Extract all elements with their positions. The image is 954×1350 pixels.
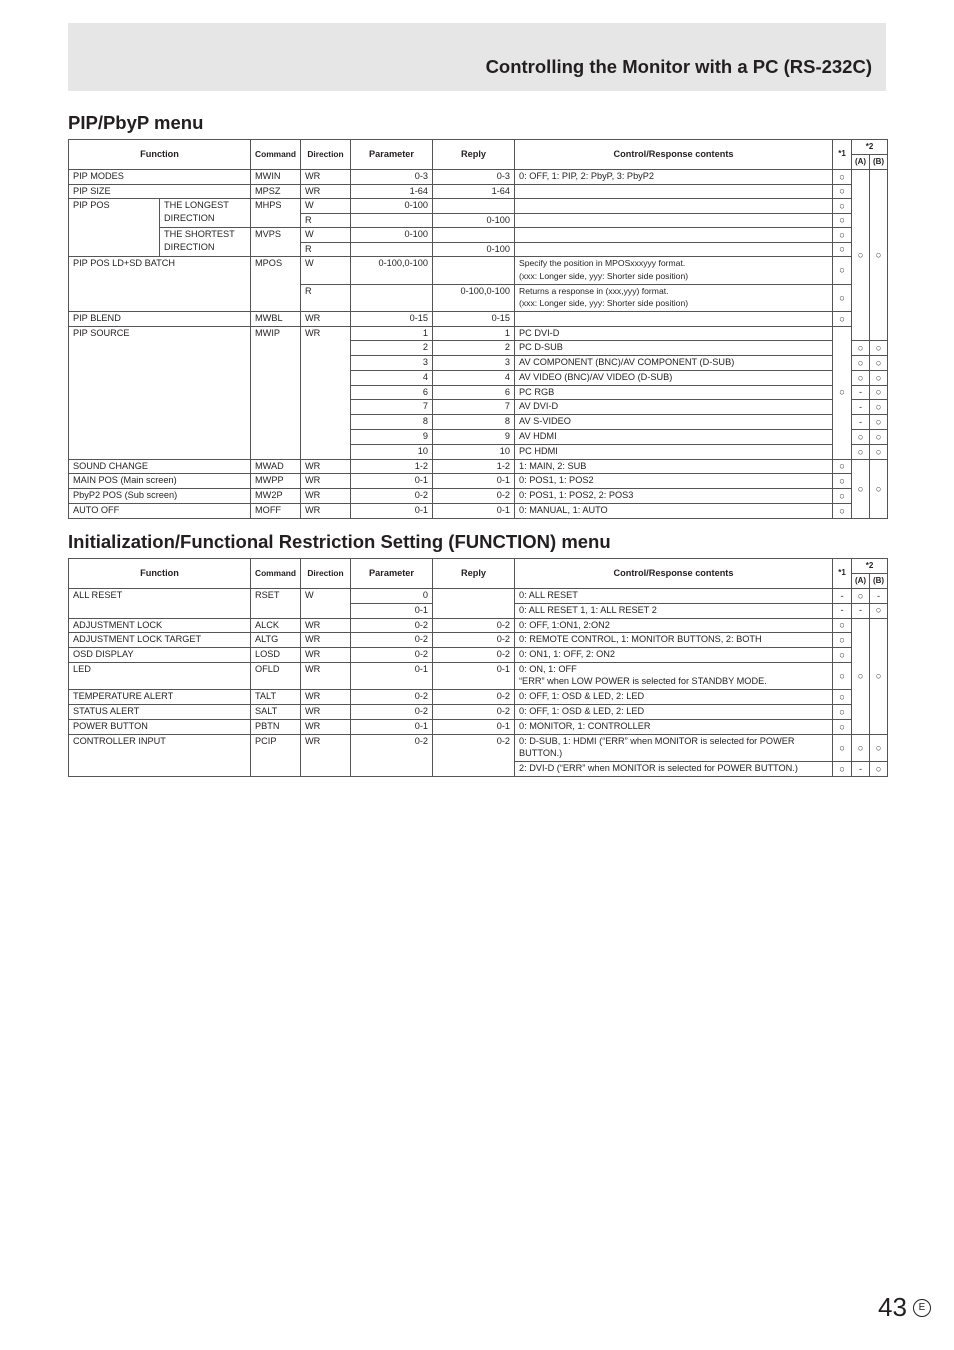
- note1-mark: ○: [833, 170, 852, 185]
- command-cell: LOSD: [251, 648, 301, 663]
- table-row: [69, 459, 888, 474]
- parameter-cell: 7: [351, 400, 433, 415]
- note-a-mark: ○: [852, 618, 870, 734]
- subfunction-cell: THE LONGEST DIRECTION: [160, 199, 251, 228]
- command-cell: MWIN: [251, 170, 301, 185]
- contents-line: Specify the position in MPOSxxxyyy format.: [519, 258, 686, 268]
- contents-line: (xxx: Longer side, yyy: Shorter side position): [519, 298, 689, 308]
- language-badge: E: [913, 1299, 931, 1317]
- command-cell: MWBL: [251, 312, 301, 327]
- page-header-title: Controlling the Monitor with a PC (RS-232C): [485, 56, 872, 77]
- col-header-b: (B): [870, 155, 888, 170]
- note1-mark: ○: [833, 504, 852, 519]
- table-header-row: [69, 140, 888, 155]
- note1-mark: ○: [833, 662, 852, 690]
- command-cell: ALCK: [251, 618, 301, 633]
- reply-cell: 3: [433, 356, 515, 371]
- reply-cell: 7: [433, 400, 515, 415]
- command-cell: MPOS: [251, 257, 301, 312]
- col-header-function: Function: [69, 140, 251, 170]
- note-a-mark: -: [852, 415, 870, 430]
- table-row: [69, 504, 888, 519]
- direction-cell: R: [301, 242, 351, 257]
- note-a-mark: -: [852, 762, 870, 777]
- parameter-cell: 0-2: [351, 734, 433, 776]
- function-cell: POWER BUTTON: [69, 720, 251, 735]
- reply-cell: 9: [433, 430, 515, 445]
- contents-cell: [515, 312, 833, 327]
- contents-cell: AV COMPONENT (BNC)/AV COMPONENT (D-SUB): [515, 356, 833, 371]
- parameter-cell: 0-2: [351, 618, 433, 633]
- note-a-mark: ○: [852, 430, 870, 445]
- section-title-function: Initialization/Functional Restriction Setting (FUNCTION) menu: [68, 531, 611, 552]
- direction-cell: WR: [301, 312, 351, 327]
- parameter-cell: 0-1: [351, 662, 433, 690]
- note-a-mark: ○: [852, 341, 870, 356]
- command-cell: MWIP: [251, 326, 301, 459]
- parameter-cell: 6: [351, 385, 433, 400]
- note-a-mark: ○: [852, 356, 870, 371]
- parameter-cell: 0-2: [351, 648, 433, 663]
- reply-cell: 0-2: [433, 633, 515, 648]
- function-cell: PbyP2 POS (Sub screen): [69, 489, 251, 504]
- table-row: [69, 618, 888, 633]
- table-row: [69, 228, 888, 243]
- direction-cell: WR: [301, 504, 351, 519]
- function-cell: ADJUSTMENT LOCK: [69, 618, 251, 633]
- function-cell: STATUS ALERT: [69, 705, 251, 720]
- contents-cell: 0: POS1, 1: POS2: [515, 474, 833, 489]
- direction-cell: WR: [301, 489, 351, 504]
- command-cell: OFLD: [251, 662, 301, 690]
- table-row: [69, 589, 888, 604]
- direction-cell: WR: [301, 474, 351, 489]
- contents-cell: 0: MONITOR, 1: CONTROLLER: [515, 720, 833, 735]
- contents-cell: PC RGB: [515, 385, 833, 400]
- col-header-contents: Control/Response contents: [515, 559, 833, 589]
- reply-cell: 0-2: [433, 618, 515, 633]
- function-cell: PIP SIZE: [69, 184, 251, 199]
- direction-cell: WR: [301, 734, 351, 776]
- note1-mark: ○: [833, 257, 852, 285]
- function-cell: CONTROLLER INPUT: [69, 734, 251, 776]
- command-cell: MVPS: [251, 228, 301, 257]
- note-b-mark: ○: [870, 385, 888, 400]
- col-header-a: (A): [852, 574, 870, 589]
- reply-cell: 1: [433, 326, 515, 341]
- contents-cell: 0: OFF, 1:ON1, 2:ON2: [515, 618, 833, 633]
- contents-cell: [515, 284, 833, 312]
- function-cell: TEMPERATURE ALERT: [69, 690, 251, 705]
- note1-mark: ○: [833, 474, 852, 489]
- contents-cell: 0: OFF, 1: PIP, 2: PbyP, 3: PbyP2: [515, 170, 833, 185]
- direction-cell: W: [301, 589, 351, 619]
- function-cell: LED: [69, 662, 251, 690]
- command-cell: MPSZ: [251, 184, 301, 199]
- note-b-mark: -: [870, 589, 888, 604]
- parameter-cell: 0-100,0-100: [351, 257, 433, 285]
- note-a-mark: ○: [852, 589, 870, 604]
- command-cell: RSET: [251, 589, 301, 619]
- note1-mark: ○: [833, 762, 852, 777]
- command-cell: MW2P: [251, 489, 301, 504]
- note-a-mark: -: [852, 400, 870, 415]
- note1-mark: ○: [833, 242, 852, 257]
- direction-cell: WR: [301, 326, 351, 459]
- note1-mark: ○: [833, 199, 852, 214]
- col-header-command: Command: [251, 559, 301, 589]
- contents-cell: [515, 213, 833, 228]
- contents-cell: PC D-SUB: [515, 341, 833, 356]
- col-header-note1: *1: [833, 559, 852, 589]
- parameter-cell: 2: [351, 341, 433, 356]
- contents-line: “ERR” when LOW POWER is selected for STANDBY MODE.: [519, 676, 767, 687]
- command-cell: MHPS: [251, 199, 301, 228]
- contents-cell: 1: MAIN, 2: SUB: [515, 459, 833, 474]
- reply-cell: 6: [433, 385, 515, 400]
- contents-cell: 0: OFF, 1: OSD & LED, 2: LED: [515, 690, 833, 705]
- parameter-cell: 0-2: [351, 705, 433, 720]
- reply-cell: 0-1: [433, 720, 515, 735]
- note-a-mark: ○: [852, 370, 870, 385]
- parameter-cell: 1-64: [351, 184, 433, 199]
- parameter-cell: 0-100: [351, 199, 433, 214]
- table-row: [69, 170, 888, 185]
- contents-cell: AV S-VIDEO: [515, 415, 833, 430]
- note1-mark: ○: [833, 213, 852, 228]
- direction-cell: WR: [301, 705, 351, 720]
- parameter-cell: 1-2: [351, 459, 433, 474]
- parameter-cell: 8: [351, 415, 433, 430]
- function-cell: PIP MODES: [69, 170, 251, 185]
- contents-cell: [515, 242, 833, 257]
- note1-mark: ○: [833, 312, 852, 327]
- col-header-command: Command: [251, 140, 301, 170]
- direction-cell: R: [301, 284, 351, 312]
- note-b-mark: ○: [870, 341, 888, 356]
- contents-cell: 0: OFF, 1: OSD & LED, 2: LED: [515, 705, 833, 720]
- command-cell: MWAD: [251, 459, 301, 474]
- table-row: [69, 705, 888, 720]
- direction-cell: WR: [301, 720, 351, 735]
- reply-cell: 0-2: [433, 648, 515, 663]
- contents-cell: 2: DVI-D (“ERR” when MONITOR is selected for POWER BUTTON.): [515, 762, 833, 777]
- section-title-pip: PIP/PbyP menu: [68, 112, 204, 133]
- reply-cell: 0-1: [433, 474, 515, 489]
- function-cell: AUTO OFF: [69, 504, 251, 519]
- direction-cell: WR: [301, 618, 351, 633]
- col-header-function: Function: [69, 559, 251, 589]
- parameter-cell: 0-100: [351, 228, 433, 243]
- parameter-cell: 0-3: [351, 170, 433, 185]
- reply-cell: 10: [433, 444, 515, 459]
- note-b-mark: ○: [870, 170, 888, 341]
- reply-cell: 0-100: [433, 213, 515, 228]
- note-a-mark: ○: [852, 734, 870, 762]
- function-cell: PIP BLEND: [69, 312, 251, 327]
- parameter-cell: [351, 284, 433, 312]
- col-header-note1: *1: [833, 140, 852, 170]
- note1-mark: ○: [833, 326, 852, 459]
- page-number: 43: [878, 1292, 907, 1322]
- reply-cell: 4: [433, 370, 515, 385]
- table-row: [69, 199, 888, 214]
- note1-mark: ○: [833, 284, 852, 312]
- note-b-mark: ○: [870, 430, 888, 445]
- table-row: [69, 312, 888, 327]
- reply-cell: 1-2: [433, 459, 515, 474]
- note-b-mark: ○: [870, 762, 888, 777]
- table-row: [69, 257, 888, 285]
- reply-cell: [433, 257, 515, 285]
- col-header-parameter: Parameter: [351, 140, 433, 170]
- note-b-mark: ○: [870, 415, 888, 430]
- contents-cell: [515, 257, 833, 285]
- reply-cell: 0-3: [433, 170, 515, 185]
- contents-line: (xxx: Longer side, yyy: Shorter side position): [519, 270, 689, 281]
- note1-mark: ○: [833, 720, 852, 735]
- command-cell: MOFF: [251, 504, 301, 519]
- note-a-mark: ○: [852, 459, 870, 518]
- table-row: [69, 184, 888, 199]
- note1-mark: ○: [833, 184, 852, 199]
- command-cell: ALTG: [251, 633, 301, 648]
- table-row: [69, 489, 888, 504]
- note-b-mark: ○: [870, 356, 888, 371]
- col-header-parameter: Parameter: [351, 559, 433, 589]
- function-cell: ALL RESET: [69, 589, 251, 619]
- reply-cell: 0-2: [433, 690, 515, 705]
- col-header-direction: Direction: [301, 559, 351, 589]
- col-header-reply: Reply: [433, 140, 515, 170]
- reply-cell: 1-64: [433, 184, 515, 199]
- contents-cell: [515, 184, 833, 199]
- table-row: [69, 690, 888, 705]
- function-cell: PIP SOURCE: [69, 326, 251, 459]
- parameter-cell: 0-2: [351, 489, 433, 504]
- parameter-cell: 0-2: [351, 633, 433, 648]
- note1-mark: ○: [833, 734, 852, 762]
- reply-cell: 0-1: [433, 504, 515, 519]
- function-cell: PIP POS: [69, 199, 160, 257]
- direction-cell: WR: [301, 633, 351, 648]
- direction-cell: WR: [301, 662, 351, 690]
- table-row: [69, 474, 888, 489]
- parameter-cell: 0-2: [351, 690, 433, 705]
- header-band: [68, 23, 886, 91]
- command-cell: PBTN: [251, 720, 301, 735]
- parameter-cell: [351, 242, 433, 257]
- function-cell: ADJUSTMENT LOCK TARGET: [69, 633, 251, 648]
- direction-cell: WR: [301, 459, 351, 474]
- reply-cell: 0-100: [433, 242, 515, 257]
- col-header-contents: Control/Response contents: [515, 140, 833, 170]
- reply-cell: 0-1: [433, 662, 515, 690]
- parameter-cell: 0-1: [351, 603, 433, 618]
- contents-cell: 0: D-SUB, 1: HDMI (“ERR” when MONITOR is selected for POWER BUTTON.): [515, 734, 833, 762]
- contents-cell: [515, 199, 833, 214]
- contents-cell: 0: POS1, 1: POS2, 2: POS3: [515, 489, 833, 504]
- note-b-mark: ○: [870, 618, 888, 734]
- reply-cell: [433, 228, 515, 243]
- col-header-note2: *2: [852, 140, 888, 155]
- reply-cell: 0-2: [433, 489, 515, 504]
- reply-cell: [433, 199, 515, 214]
- direction-cell: WR: [301, 648, 351, 663]
- command-cell: PCIP: [251, 734, 301, 776]
- parameter-cell: [351, 213, 433, 228]
- table-row: [69, 734, 888, 762]
- table-row: [69, 662, 888, 690]
- note1-mark: ○: [833, 489, 852, 504]
- note1-mark: -: [833, 589, 852, 604]
- contents-line: 0: ON, 1: OFF: [519, 663, 577, 674]
- contents-cell: AV HDMI: [515, 430, 833, 445]
- direction-cell: WR: [301, 170, 351, 185]
- note-b-mark: ○: [870, 459, 888, 518]
- contents-cell: 0: ON1, 1: OFF, 2: ON2: [515, 648, 833, 663]
- direction-cell: R: [301, 213, 351, 228]
- note-b-mark: ○: [870, 400, 888, 415]
- reply-cell: 0-100,0-100: [433, 284, 515, 312]
- pip-command-table: [68, 139, 888, 519]
- note-a-mark: -: [852, 603, 870, 618]
- col-header-a: (A): [852, 155, 870, 170]
- command-cell: SALT: [251, 705, 301, 720]
- col-header-note2: *2: [852, 559, 888, 574]
- direction-cell: W: [301, 199, 351, 214]
- reply-cell: 0-15: [433, 312, 515, 327]
- note1-mark: ○: [833, 633, 852, 648]
- contents-cell: PC HDMI: [515, 444, 833, 459]
- parameter-cell: 1: [351, 326, 433, 341]
- parameter-cell: 0: [351, 589, 433, 604]
- reply-cell: 0-2: [433, 705, 515, 720]
- note1-mark: ○: [833, 648, 852, 663]
- note-a-mark: ○: [852, 170, 870, 341]
- note-b-mark: ○: [870, 370, 888, 385]
- table-row: [69, 633, 888, 648]
- table-row: [69, 720, 888, 735]
- subfunction-cell: THE SHORTEST DIRECTION: [160, 228, 251, 257]
- parameter-cell: 0-1: [351, 504, 433, 519]
- function-cell: SOUND CHANGE: [69, 459, 251, 474]
- contents-cell: AV VIDEO (BNC)/AV VIDEO (D-SUB): [515, 370, 833, 385]
- col-header-b: (B): [870, 574, 888, 589]
- parameter-cell: 10: [351, 444, 433, 459]
- note1-mark: ○: [833, 705, 852, 720]
- note-a-mark: ○: [852, 444, 870, 459]
- reply-cell: 0-2: [433, 734, 515, 776]
- direction-cell: W: [301, 228, 351, 243]
- note1-mark: ○: [833, 459, 852, 474]
- contents-cell: 0: ALL RESET 1, 1: ALL RESET 2: [515, 603, 833, 618]
- parameter-cell: 0-1: [351, 474, 433, 489]
- reply-cell: 2: [433, 341, 515, 356]
- note1-mark: ○: [833, 690, 852, 705]
- parameter-cell: 4: [351, 370, 433, 385]
- contents-cell: 0: ALL RESET: [515, 589, 833, 604]
- contents-cell: 0: REMOTE CONTROL, 1: MONITOR BUTTONS, 2: BOTH: [515, 633, 833, 648]
- function-command-table: [68, 558, 888, 777]
- contents-cell: 0: MANUAL, 1: AUTO: [515, 504, 833, 519]
- contents-cell: AV DVI-D: [515, 400, 833, 415]
- direction-cell: W: [301, 257, 351, 285]
- direction-cell: WR: [301, 184, 351, 199]
- reply-cell: 8: [433, 415, 515, 430]
- note1-mark: -: [833, 603, 852, 618]
- reply-cell: [433, 589, 515, 619]
- note-b-mark: ○: [870, 444, 888, 459]
- function-cell: OSD DISPLAY: [69, 648, 251, 663]
- parameter-cell: 0-1: [351, 720, 433, 735]
- note-a-mark: -: [852, 385, 870, 400]
- parameter-cell: 0-15: [351, 312, 433, 327]
- note-b-mark: ○: [870, 603, 888, 618]
- function-cell: MAIN POS (Main screen): [69, 474, 251, 489]
- col-header-direction: Direction: [301, 140, 351, 170]
- table-header-row: [69, 559, 888, 574]
- direction-cell: WR: [301, 690, 351, 705]
- contents-cell: [515, 228, 833, 243]
- note1-mark: ○: [833, 618, 852, 633]
- table-row: [69, 648, 888, 663]
- contents-cell: PC DVI-D: [515, 326, 833, 341]
- function-cell: PIP POS LD+SD BATCH: [69, 257, 251, 312]
- parameter-cell: 3: [351, 356, 433, 371]
- parameter-cell: 9: [351, 430, 433, 445]
- table-row: [69, 326, 888, 341]
- contents-line: Returns a response in (xxx,yyy) format.: [519, 285, 669, 296]
- note-b-mark: ○: [870, 734, 888, 762]
- contents-cell: [515, 662, 833, 690]
- note1-mark: ○: [833, 228, 852, 243]
- command-cell: TALT: [251, 690, 301, 705]
- col-header-reply: Reply: [433, 559, 515, 589]
- command-cell: MWPP: [251, 474, 301, 489]
